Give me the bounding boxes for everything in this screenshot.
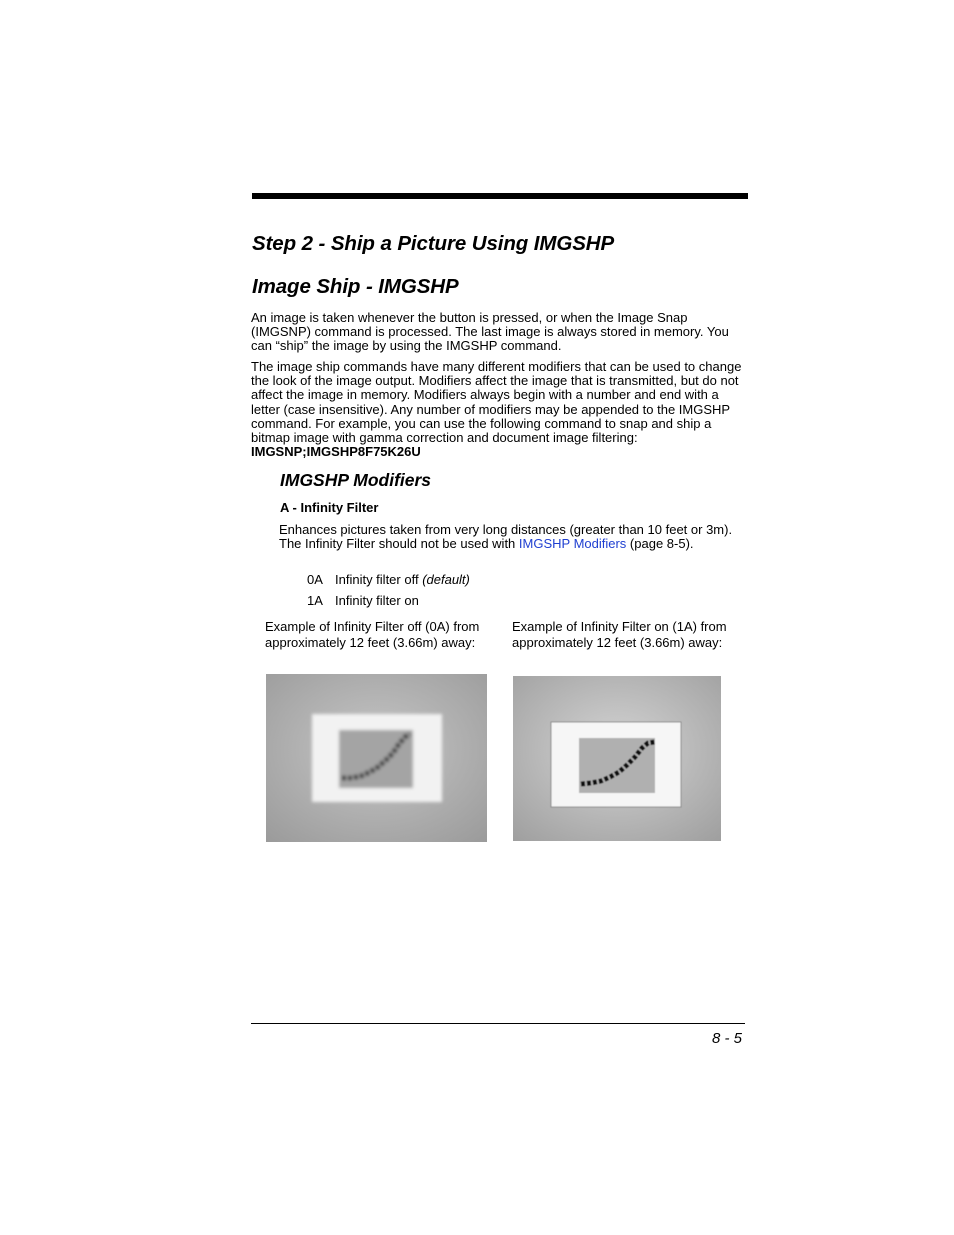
modifiers-heading: IMGSHP Modifiers: [280, 470, 432, 490]
example-command: IMGSNP;IMGSHP8F75K26U: [251, 444, 421, 460]
option-label: Infinity filter off: [335, 572, 423, 587]
imgshp-modifiers-link[interactable]: IMGSHP Modifiers: [518, 536, 627, 552]
desc-before: Enhances pictures taken from very long distances (greater than 10 feet or 3m). The Infinity Filter should not be used with: [279, 522, 733, 552]
photo-infinity-filter-off: [266, 674, 487, 842]
option-label: Infinity filter on: [335, 593, 419, 608]
footer-rule: [251, 1023, 745, 1024]
desc-after: (page 8-5).: [626, 536, 694, 552]
photo-off-graphic: [266, 674, 487, 842]
example-caption-on: Example of Infinity Filter on (1A) from approximately 12 feet (3.66m) away:: [512, 619, 727, 650]
option-code: 0A: [307, 572, 323, 587]
option-row: [307, 593, 419, 608]
photo-on-graphic: [513, 676, 721, 841]
section-title: Step 2 - Ship a Picture Using IMGSHP: [252, 232, 615, 255]
option-code: 1A: [307, 593, 323, 608]
page-number: 8 - 5: [711, 1030, 742, 1047]
photo-infinity-filter-on: [513, 676, 721, 841]
intro-paragraph: An image is taken whenever the button is pressed, or when the Image Snap (IMGSNP) command is processed. The last image is always stored in memory. You can “ship” the image by using the IMGSHP command.: [251, 310, 729, 354]
modifiers-paragraph: [251, 360, 747, 459]
top-rule: [252, 193, 748, 199]
option-row: [307, 572, 470, 587]
subsection-title: Image Ship - IMGSHP: [252, 275, 459, 298]
option-note: (default): [422, 572, 470, 587]
infinity-filter-heading: A - Infinity Filter: [280, 500, 379, 515]
modifiers-paragraph-text: The image ship commands have many different modifiers that can be used to change the look of the image output. Modifiers affect the image that is transmitted, but do not affect the image in memory. Modifiers always begin with a number and end with a letter (case insensitive). Any number of modifiers may be appended to the IMGSHP command. For example, you can use the following command to snap and ship a bitmap image with gamma correction and document image filtering:: [251, 359, 742, 446]
example-caption-off: Example of Infinity Filter off (0A) from approximately 12 feet (3.66m) away:: [265, 619, 480, 650]
infinity-filter-description: [279, 523, 747, 551]
